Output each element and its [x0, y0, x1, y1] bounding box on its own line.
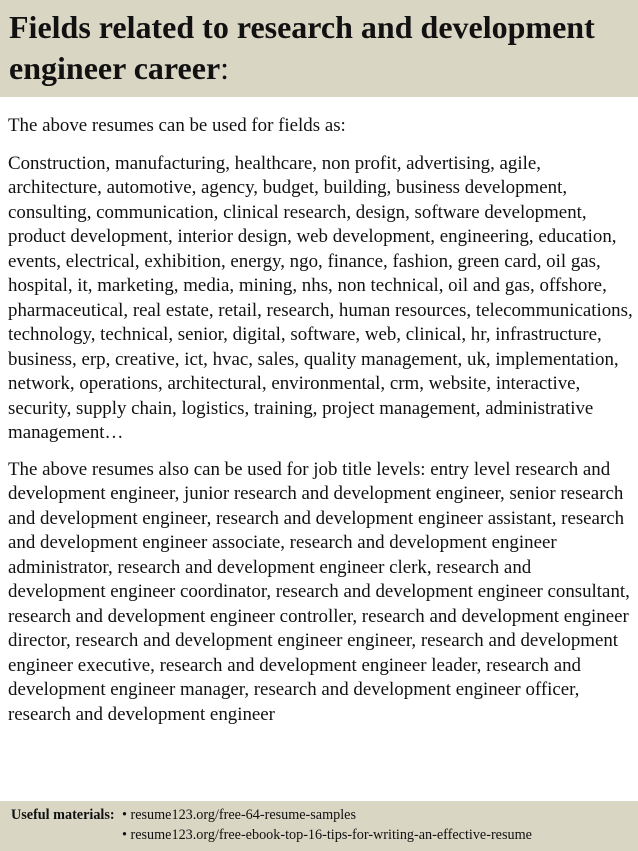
header-band: [0, 0, 638, 97]
page-title-text: Fields related to research and development engineer career: [9, 9, 595, 86]
fields-list: Construction, manufacturing, healthcare, non profit, advertising, agile, architecture, automotive, agency, budget, building, business development, consulting, communication, clinical research, design, software development, product development, interior design, web development, engineering, education, events, electrical, exhibition, energy, ngo, finance, fashion, green card, oil gas, hospital, it, marketing, media, mining, nhs, non technical, oil and gas, offshore, pharmaceutical, real estate, retail, research, human resources, telecommunications, technology, technical, senior, digital, software, web, clinical, hr, infrastructure, business, erp, creative, ict, hvac, sales, quality management, uk, implementation, network, operations, architectural, environmental, crm, website, interactive, security, supply chain, logistics, training, project management, administrative management…: [8, 152, 633, 443]
useful-materials-label-colon: :: [109, 807, 115, 823]
job-levels-paragraph: The above resumes also can be used for job title levels: entry level research and development engineer, junior research and development engineer, senior research and development engineer, research and development engineer assistant, research and development engineer associate, research and development engineer administrator, research and development engineer clerk, research and development engineer coordinator, research and development engineer consultant, research and development engineer controller, research and development engineer director, research and development engineer engineer, research and development engineer executive, research and development engineer leader, research and development engineer manager, research and development engineer officer, research and development engineer: [8, 458, 630, 725]
useful-materials: [11, 805, 532, 845]
footer-row-2: [11, 825, 532, 845]
main-content: [8, 114, 633, 727]
useful-materials-label: [11, 805, 122, 825]
page-title: [9, 7, 629, 89]
fields-intro: The above resumes can be used for fields as:: [8, 115, 346, 136]
footer-row-1: [11, 805, 532, 825]
resume-samples-link[interactable]: • resume123.org/free-64-resume-samples: [122, 807, 356, 823]
resume-ebook-link[interactable]: • resume123.org/free-ebook-top-16-tips-for-writing-an-effective-resume: [122, 827, 532, 843]
page-title-colon: :: [220, 50, 230, 86]
useful-materials-label-text: Useful materials: [11, 807, 110, 823]
